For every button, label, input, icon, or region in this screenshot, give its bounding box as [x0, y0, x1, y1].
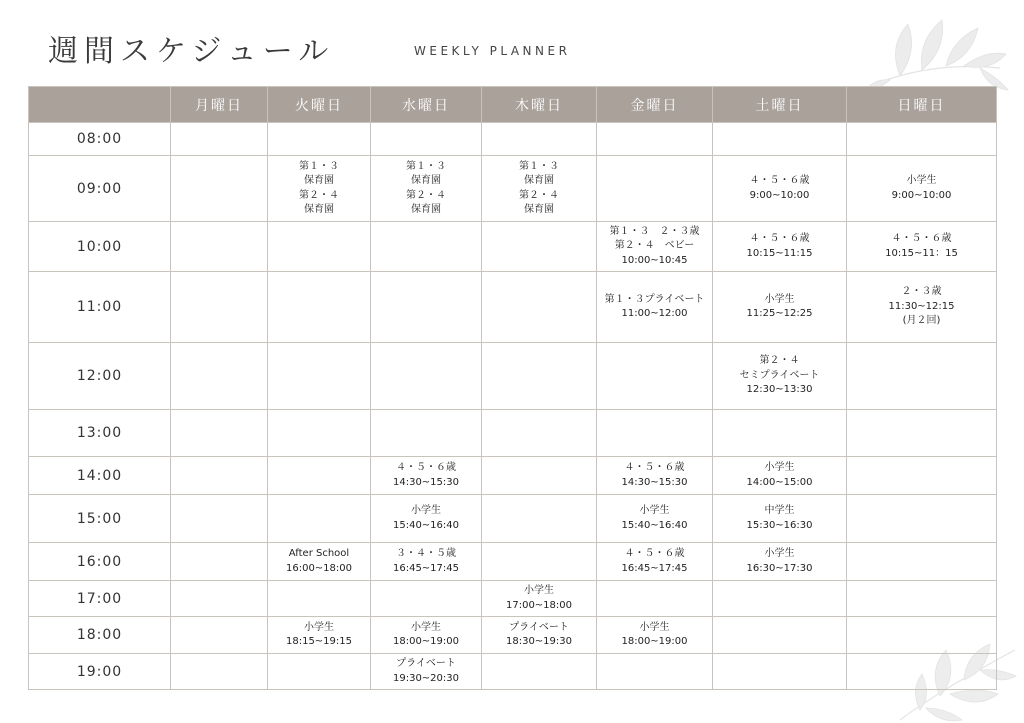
schedule-cell — [597, 654, 713, 690]
schedule-cell — [171, 543, 268, 581]
class-entry-line: 保育園 — [411, 204, 441, 215]
schedule-cell — [371, 495, 482, 543]
schedule-cell — [371, 343, 482, 410]
schedule-cell — [171, 581, 268, 617]
schedule-cell — [171, 272, 268, 343]
class-entry — [597, 504, 712, 533]
schedule-cell — [482, 457, 597, 495]
schedule-cell — [268, 543, 371, 581]
schedule-cell — [268, 617, 371, 654]
table-row — [29, 457, 997, 495]
day-header-row — [29, 87, 997, 123]
schedule-cell — [847, 272, 997, 343]
time-header-corner — [29, 87, 171, 123]
schedule-cell — [268, 654, 371, 690]
schedule-cell — [268, 123, 371, 156]
leaf-branch-icon — [860, 6, 1010, 96]
schedule-cell — [847, 156, 997, 222]
schedule-cell — [847, 617, 997, 654]
class-entry-line: ４・５・６歳 — [396, 462, 456, 473]
schedule-cell — [371, 410, 482, 457]
time-label: 11:00 — [29, 272, 171, 343]
class-entry-line: 14:30~15:30 — [621, 476, 688, 488]
class-entry-line: 11:00~12:00 — [621, 308, 688, 319]
class-entry-line: 小学生 — [639, 621, 670, 633]
class-entry — [268, 160, 370, 218]
class-entry — [371, 461, 481, 490]
day-header: 火曜日 — [268, 87, 371, 123]
class-entry-line: 16:30~17:30 — [746, 562, 813, 574]
class-entry — [713, 174, 846, 203]
time-label: 12:00 — [29, 343, 171, 410]
schedule-cell — [268, 156, 371, 222]
class-entry-line: 保育園 — [524, 204, 554, 215]
schedule-cell — [482, 123, 597, 156]
schedule-cell — [171, 222, 268, 272]
schedule-cell — [597, 123, 713, 156]
weekly-schedule-table — [28, 86, 997, 690]
table-row — [29, 495, 997, 543]
class-entry-line: 14:30~15:30 — [392, 476, 459, 488]
class-entry-line: 18:00~19:00 — [621, 636, 688, 647]
schedule-cell — [371, 617, 482, 654]
class-entry-line: 第１・３ — [406, 160, 446, 172]
class-entry-line: 小学生 — [304, 621, 334, 633]
class-entry — [713, 232, 846, 261]
schedule-cell — [371, 457, 482, 495]
schedule-cell — [171, 654, 268, 690]
class-entry — [713, 547, 846, 576]
schedule-cell — [268, 272, 371, 343]
schedule-cell — [713, 156, 847, 222]
schedule-cell — [597, 343, 713, 410]
schedule-cell — [482, 581, 597, 617]
schedule-cell — [713, 617, 847, 654]
table-row — [29, 156, 997, 222]
time-label: 18:00 — [29, 617, 171, 654]
class-entry-line: 保育園 — [524, 175, 554, 186]
class-entry-line: 保育園 — [304, 175, 334, 186]
class-entry-line: 小学生 — [906, 175, 937, 186]
class-entry — [371, 547, 481, 576]
schedule-cell — [713, 410, 847, 457]
class-entry-line: 第２・４ ベビー — [614, 240, 695, 252]
class-entry-line: プライベート — [509, 621, 569, 633]
class-entry-line: 第２・４ — [406, 189, 446, 201]
page-subtitle: WEEKLY PLANNER — [414, 44, 571, 58]
class-entry — [482, 584, 596, 613]
schedule-cell — [171, 495, 268, 543]
class-entry — [597, 225, 712, 269]
schedule-cell — [171, 457, 268, 495]
class-entry — [371, 504, 481, 533]
schedule-cell — [847, 543, 997, 581]
class-entry-line: 15:40~16:40 — [392, 519, 459, 531]
schedule-cell — [713, 123, 847, 156]
class-entry-line: 小学生 — [764, 462, 795, 473]
class-entry-line: 18:15~19:15 — [285, 636, 352, 647]
class-entry-line: 18:00~19:00 — [392, 636, 459, 647]
class-entry — [713, 461, 846, 490]
class-entry — [482, 160, 596, 218]
time-label: 14:00 — [29, 457, 171, 495]
schedule-cell — [597, 617, 713, 654]
schedule-cell — [268, 410, 371, 457]
schedule-cell — [482, 222, 597, 272]
schedule-cell — [713, 581, 847, 617]
schedule-cell — [713, 272, 847, 343]
schedule-cell — [847, 123, 997, 156]
time-label: 08:00 — [29, 123, 171, 156]
class-entry-line: 小学生 — [524, 585, 554, 596]
schedule-cell — [171, 123, 268, 156]
schedule-cell — [847, 581, 997, 617]
day-header: 水曜日 — [371, 87, 482, 123]
schedule-cell — [371, 222, 482, 272]
class-entry — [371, 621, 481, 650]
class-entry-line: 保育園 — [304, 204, 334, 215]
schedule-cell — [847, 410, 997, 457]
page-title: 週間スケジュール — [48, 34, 335, 69]
schedule-cell — [713, 654, 847, 690]
class-entry-line: 10:00~10:45 — [621, 254, 688, 266]
schedule-cell — [482, 156, 597, 222]
day-header: 日曜日 — [847, 87, 997, 123]
day-header: 月曜日 — [171, 87, 268, 123]
schedule-cell — [847, 343, 997, 410]
class-entry — [713, 293, 846, 322]
class-entry-line: 9:00~10:00 — [749, 189, 810, 201]
schedule-cell — [482, 495, 597, 543]
schedule-cell — [371, 272, 482, 343]
class-entry-line: 19:30~20:30 — [392, 672, 459, 684]
day-header: 木曜日 — [482, 87, 597, 123]
class-entry-line: 小学生 — [411, 621, 441, 633]
table-row — [29, 410, 997, 457]
table-row — [29, 581, 997, 617]
class-entry-line: 第２・４ — [299, 189, 339, 201]
schedule-cell — [268, 343, 371, 410]
class-entry — [847, 174, 996, 203]
class-entry — [847, 232, 996, 261]
table-row — [29, 222, 997, 272]
class-entry — [597, 621, 712, 650]
class-entry-line: ３・４・５歳 — [396, 548, 456, 559]
class-entry — [597, 547, 712, 576]
class-entry-line: 10:15~11:15 — [746, 247, 813, 259]
class-entry-line: 第２・４ — [759, 355, 800, 367]
class-entry-line: 16:45~17:45 — [392, 562, 459, 574]
day-header: 土曜日 — [713, 87, 847, 123]
schedule-cell — [713, 222, 847, 272]
class-entry-line: 15:40~16:40 — [621, 519, 688, 531]
class-entry-line: 15:30~16:30 — [746, 519, 813, 531]
class-entry-line: 小学生 — [639, 505, 670, 516]
schedule-cell — [597, 581, 713, 617]
class-entry-line: ４・５・６歳 — [624, 548, 685, 559]
schedule-cell — [268, 581, 371, 617]
time-label: 13:00 — [29, 410, 171, 457]
class-entry-line: ２・３歳 — [901, 286, 942, 298]
schedule-cell — [847, 222, 997, 272]
schedule-cell — [597, 543, 713, 581]
schedule-cell — [713, 495, 847, 543]
class-entry — [713, 504, 846, 533]
class-entry-line: 16:00~18:00 — [285, 562, 352, 574]
schedule-cell — [597, 410, 713, 457]
class-entry-line: プライベート — [396, 658, 456, 669]
schedule-cell — [597, 272, 713, 343]
schedule-cell — [171, 156, 268, 222]
day-header: 金曜日 — [597, 87, 713, 123]
schedule-cell — [268, 457, 371, 495]
table-row — [29, 617, 997, 654]
class-entry-line: (月２回) — [902, 315, 941, 327]
schedule-cell — [482, 543, 597, 581]
class-entry-line: After School — [288, 548, 350, 559]
class-entry — [371, 657, 481, 686]
class-entry-line: 9:00~10:00 — [891, 189, 952, 201]
class-entry-line: ４・５・６歳 — [749, 233, 810, 244]
class-entry-line: 小学生 — [764, 293, 795, 305]
class-entry-line: 第１・３ — [519, 160, 559, 172]
schedule-cell — [268, 495, 371, 543]
table-row — [29, 543, 997, 581]
schedule-cell — [482, 617, 597, 654]
class-entry-line: 第１・３ — [299, 160, 339, 172]
schedule-cell — [847, 457, 997, 495]
schedule-cell — [371, 543, 482, 581]
class-entry-line: 中学生 — [764, 505, 795, 516]
class-entry-line: 11:30~12:15 — [888, 300, 955, 312]
class-entry-line: 保育園 — [411, 175, 441, 186]
time-label: 15:00 — [29, 495, 171, 543]
schedule-cell — [482, 343, 597, 410]
schedule-cell — [597, 457, 713, 495]
table-row — [29, 343, 997, 410]
class-entry-line: 12:30~13:30 — [746, 384, 813, 396]
schedule-cell — [371, 654, 482, 690]
class-entry-line: 小学生 — [411, 505, 441, 516]
schedule-cell — [371, 581, 482, 617]
schedule-cell — [597, 222, 713, 272]
schedule-cell — [847, 495, 997, 543]
time-label: 09:00 — [29, 156, 171, 222]
class-entry-line: 小学生 — [764, 548, 795, 559]
table-row — [29, 272, 997, 343]
time-label: 17:00 — [29, 581, 171, 617]
schedule-cell — [482, 654, 597, 690]
class-entry — [268, 547, 370, 576]
table-row — [29, 123, 997, 156]
schedule-cell — [713, 343, 847, 410]
class-entry — [371, 160, 481, 218]
schedule-cell — [713, 543, 847, 581]
class-entry-line: 16:45~17:45 — [621, 562, 688, 574]
class-entry-line: セミプライベート — [739, 369, 820, 381]
class-entry-line: 第２・４ — [519, 189, 559, 201]
class-entry — [268, 621, 370, 650]
schedule-cell — [268, 222, 371, 272]
schedule-cell — [713, 457, 847, 495]
schedule-cell — [171, 617, 268, 654]
class-entry-line: 10:15~11：15 — [885, 247, 958, 259]
class-entry — [482, 621, 596, 650]
class-entry-line: ４・５・６歳 — [749, 175, 810, 186]
schedule-cell — [482, 272, 597, 343]
schedule-cell — [482, 410, 597, 457]
class-entry-line: 17:00~18:00 — [505, 599, 572, 611]
schedule-cell — [371, 156, 482, 222]
schedule-cell — [597, 495, 713, 543]
class-entry-line: ４・５・６歳 — [891, 233, 952, 244]
schedule-body — [29, 123, 997, 690]
class-entry-line: ４・５・６歳 — [624, 462, 685, 473]
schedule-cell — [597, 156, 713, 222]
schedule-cell — [847, 654, 997, 690]
time-label: 16:00 — [29, 543, 171, 581]
class-entry — [847, 285, 996, 329]
class-entry-line: 18:30~19:30 — [505, 636, 572, 647]
class-entry — [597, 461, 712, 490]
schedule-cell — [371, 123, 482, 156]
schedule-cell — [171, 410, 268, 457]
schedule-cell — [171, 343, 268, 410]
class-entry-line: 第１・３プライベート — [604, 293, 705, 305]
table-row — [29, 654, 997, 690]
class-entry-line: 14:00~15:00 — [746, 476, 813, 488]
time-label: 10:00 — [29, 222, 171, 272]
class-entry-line: 11:25~12:25 — [746, 308, 813, 319]
time-label: 19:00 — [29, 654, 171, 690]
class-entry-line: 第１・３ ２・３歳 — [609, 225, 700, 237]
class-entry — [713, 354, 846, 398]
class-entry — [597, 293, 712, 322]
